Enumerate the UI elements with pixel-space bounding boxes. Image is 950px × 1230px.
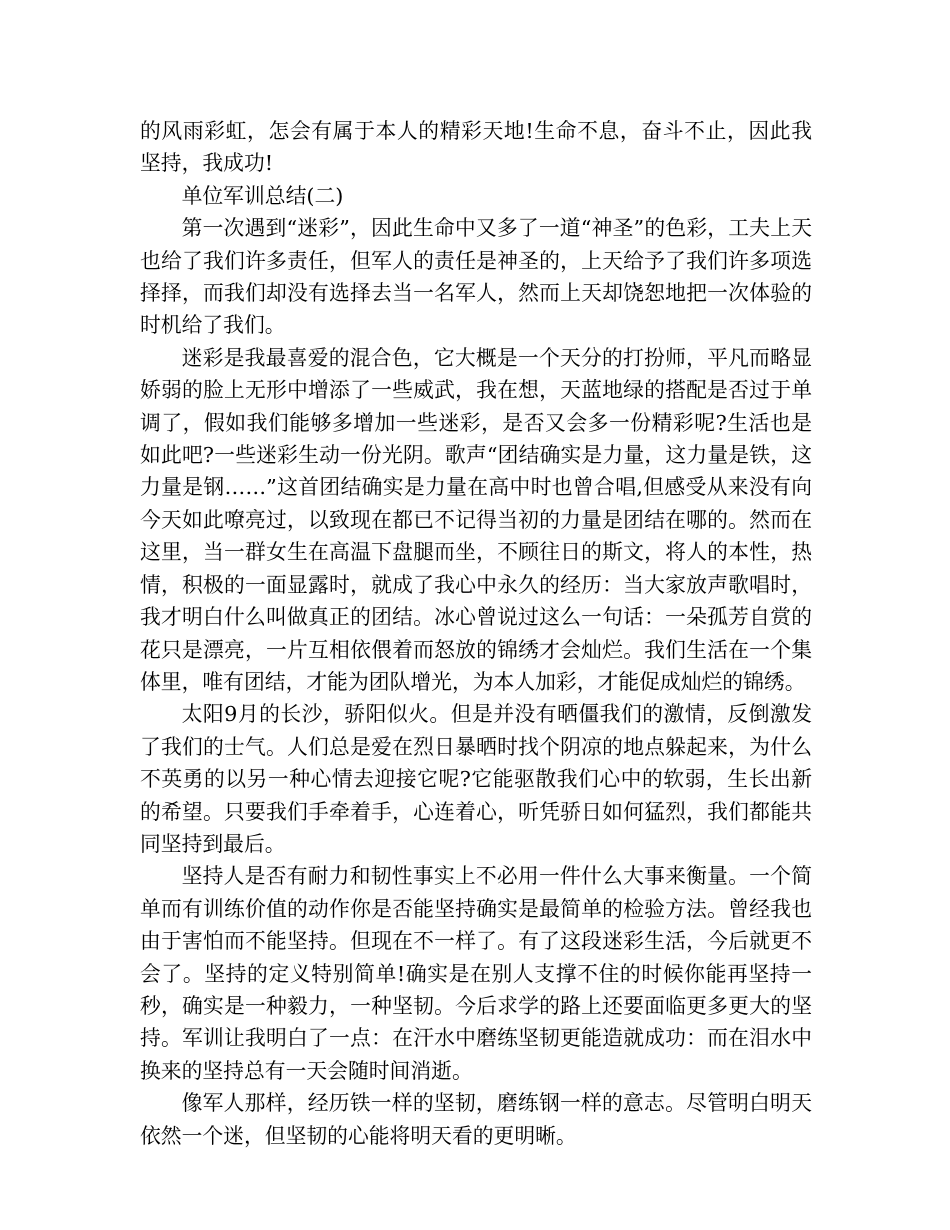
- paragraph-1: 第一次遇到“迷彩”，因此生命中又多了一道“神圣”的色彩，工夫上天也给了我们许多责任，但军人的责任是神圣的，上天给予了我们许多项选择择，而我们却没有选择去当一名军人，然而上天却饶恕地把一次体验的时机给了我们。: [140, 216, 812, 338]
- paragraph-3: 太阳9月的长沙，骄阳似火。但是并没有晒僵我们的激情，反倒激发了我们的士气。人们总是爱在烈日暴晒时找个阴凉的地点躲起来，为什么不英勇的以另一种心情去迎接它呢?它能驱散我们心中的软弱，生长出新的希望。只要我们手牵着手，心连着心，听凭骄日如何猛烈，我们都能共同坚持到最后。: [140, 702, 812, 856]
- section-title: 单位军训总结(二): [181, 183, 344, 208]
- paragraph-5: 像军人那样，经历铁一样的坚韧，磨练钢一样的意志。尽管明白明天依然一个迷，但坚韧的心能将明天看的更明晰。: [140, 1091, 812, 1148]
- paragraph-2: 迷彩是我最喜爱的混合色，它大概是一个天分的打扮师，平凡而略显娇弱的脸上无形中增添了一些威武，我在想，天蓝地绿的搭配是否过于单调了，假如我们能够多增加一些迷彩，是否又会多一份精彩呢?生活也是如此吧?一些迷彩生动一份光阴。歌声“团结确实是力量，这力量是铁，这力量是钢……”这首团结确实是力量在高中时也曾合唱,但感受从来没有向今天如此嘹亮过，以致现在都已不记得当初的力量是团结在哪的。然而在这里，当一群女生在高温下盘腿而坐，不顾往日的斯文，将人的本性，热情，积极的一面显露时，就成了我心中永久的经历：当大家放声歌唱时，我才明白什么叫做真正的团结。冰心曾说过这么一句话：一朵孤芳自赏的花只是漂亮，一片互相依偎着而怒放的锦绣才会灿烂。我们生活在一个集体里，唯有团结，才能为团队增光，为本人加彩，才能促成灿烂的锦绣。: [140, 345, 812, 694]
- paragraph-4: 坚持人是否有耐力和韧性事实上不必用一件什么大事来衡量。一个简单而有训练价值的动作你是否能坚持确实是最简单的检验方法。曾经我也由于害怕而不能坚持。但现在不一样了。有了这段迷彩生活，今后就更不会了。坚持的定义特别简单!确实是在别人支撑不住的时候你能再坚持一秒，确实是一种毅力，一种坚韧。今后求学的路上还要面临更多更大的坚持。军训让我明白了一点：在汗水中磨练坚韧更能造就成功：而在泪水中换来的坚持总有一天会随时间消逝。: [140, 864, 812, 1083]
- continuation-paragraph: 的风雨彩虹，怎会有属于本人的精彩天地!生命不息，奋斗不止，因此我坚持，我成功!: [140, 119, 812, 176]
- document-body: [140, 115, 812, 1152]
